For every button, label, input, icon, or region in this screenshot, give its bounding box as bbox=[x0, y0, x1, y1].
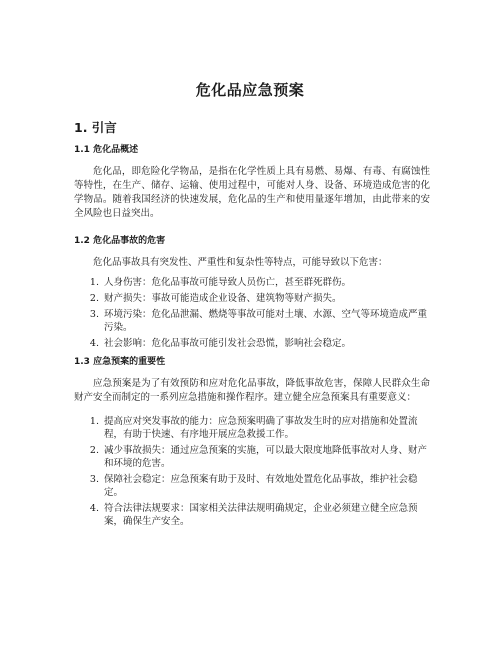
section-1-3-heading: 1.3 应急预案的重要性 bbox=[74, 357, 166, 367]
section-1-2-list bbox=[74, 276, 430, 350]
list-item: 1. 提高应对突发事故的能力：应急预案明确了事故发生时的应对措施和处置流程，有助于快速、有序地开展应急救援工作。 bbox=[102, 415, 430, 441]
section-1-heading: 1. 引言 bbox=[74, 120, 117, 135]
section-1-2-intro: 危化品事故具有突发性、严重性和复杂性等特点，可能导致以下危害： bbox=[93, 257, 388, 268]
section-1-3-list bbox=[74, 415, 430, 528]
section-1-3-paragraph: 应急预案是为了有效预防和应对危化品事故，降低事故危害，保障人民群众生命财产安全而制定的一系列应急措施和操作程序。建立健全应急预案具有重要意义： bbox=[74, 378, 430, 403]
list-item: 4. 符合法律法规要求：国家相关法律法规明确规定，企业必须建立健全应急预案，确保生产安全。 bbox=[102, 502, 430, 528]
list-item: 4. 社会影响：危化品事故可能引发社会恐慌，影响社会稳定。 bbox=[102, 337, 430, 350]
list-item: 2. 减少事故损失：通过应急预案的实施，可以最大限度地降低事故对人身、财产和环境的危害。 bbox=[102, 444, 430, 470]
document-title: 危化品应急预案 bbox=[195, 81, 305, 99]
document-body bbox=[74, 118, 430, 531]
section-1-1-paragraph: 危化品，即危险化学物品，是指在化学性质上具有易燃、易爆、有毒、有腐蚀性等特性，在生产、储存、运输、使用过程中，可能对人身、设备、环境造成危害的化学物品。随着我国经济的快速发展，危化品的生产和使用量逐年增加，由此带来的安全风险也日益突出。 bbox=[74, 166, 430, 219]
list-item: 1. 人身伤害：危化品事故可能导致人员伤亡，甚至群死群伤。 bbox=[102, 276, 430, 289]
list-item: 3. 保障社会稳定：应急预案有助于及时、有效地处置危化品事故，维护社会稳定。 bbox=[102, 473, 430, 499]
list-item: 3. 环境污染：危化品泄漏、燃烧等事故可能对土壤、水源、空气等环境造成严重污染。 bbox=[102, 308, 430, 334]
list-item: 2. 财产损失：事故可能造成企业设备、建筑物等财产损失。 bbox=[102, 292, 430, 305]
section-1-1-heading: 1.1 危化品概述 bbox=[74, 145, 139, 155]
section-1-2-heading: 1.2 危化品事故的危害 bbox=[74, 236, 166, 246]
